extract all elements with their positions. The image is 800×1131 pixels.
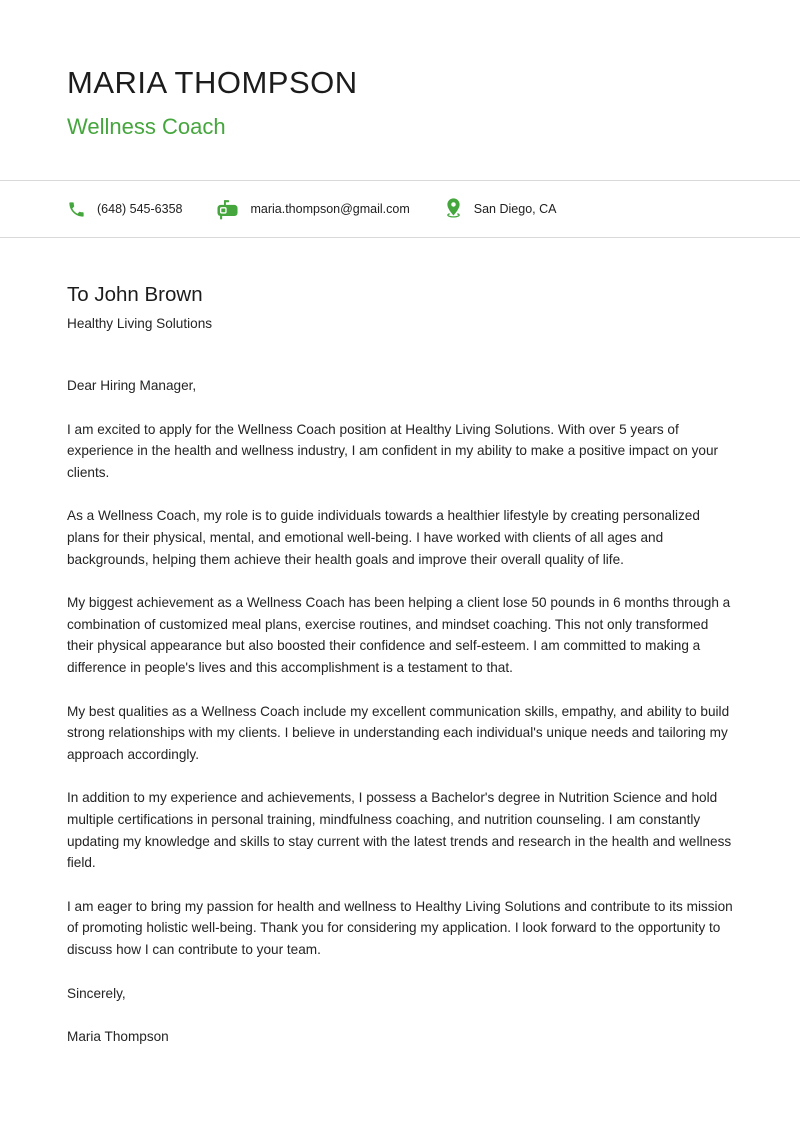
paragraph: I am excited to apply for the Wellness Coach position at Healthy Living Solutions. With over 5 years of experience in the health and wellness industry, I am confident in my ability to make a positive impact on your clients. [67, 421, 719, 480]
closing: Sincerely, [67, 985, 126, 1001]
location-pin-icon [444, 197, 463, 221]
contact-item-phone [67, 200, 182, 219]
mailbox-icon [216, 199, 239, 220]
paragraph: My biggest achievement as a Wellness Coach has been helping a client lose 50 pounds in 6 months through a combination of customized meal plans, exercise routines, and mindset coaching. This not only transformed their physical appearance but also boosted their confidence and self-esteem. I am committed to making a difference in people's lives and this accomplishment is a testament to that. [67, 595, 731, 676]
company-name: Healthy Living Solutions [67, 316, 213, 332]
header [0, 0, 800, 140]
paragraph: My best qualities as a Wellness Coach include my excellent communication skills, empathy, and ability to build strong relationships with my clients. I believe in understanding each individual's unique needs and tailoring my approach accordingly. [67, 703, 730, 762]
job-title: Wellness Coach [67, 114, 226, 140]
contact-bar [0, 180, 800, 238]
contact-item-email [216, 199, 409, 220]
location-text: San Diego, CA [473, 202, 557, 217]
paragraph: In addition to my experience and achievements, I possess a Bachelor's degree in Nutrition Science and hold multiple certifications in personal training, mindfulness coaching, and nutrition counseling. I am constantly updating my knowledge and skills to stay current with the latest trends and research in the health and wellness field. [67, 790, 732, 871]
phone-number: (648) 545-6358 [97, 202, 183, 217]
recipient-heading: To John Brown [67, 283, 203, 307]
signature-name: Maria Thompson [67, 1029, 169, 1045]
contact-item-location [444, 197, 557, 221]
letter-body [0, 238, 800, 1047]
paragraph: As a Wellness Coach, my role is to guide individuals towards a healthier lifestyle by creating personalized plans for their physical, mental, and emotional well-being. I have worked with clients of all ages and backgrounds, helping them achieve their health goals and improve their overall quality of life. [67, 508, 700, 567]
letter-paragraphs [67, 419, 733, 961]
phone-icon [67, 200, 86, 219]
email-address: maria.thompson@gmail.com [250, 202, 410, 217]
candidate-name: MARIA THOMPSON [67, 65, 358, 100]
salutation: Dear Hiring Manager, [67, 378, 197, 394]
paragraph: I am eager to bring my passion for health and wellness to Healthy Living Solutions and contribute to its mission of promoting holistic well-being. Thank you for considering my application. I look forward to the opportunity to discuss how I can contribute to your team. [67, 898, 733, 957]
